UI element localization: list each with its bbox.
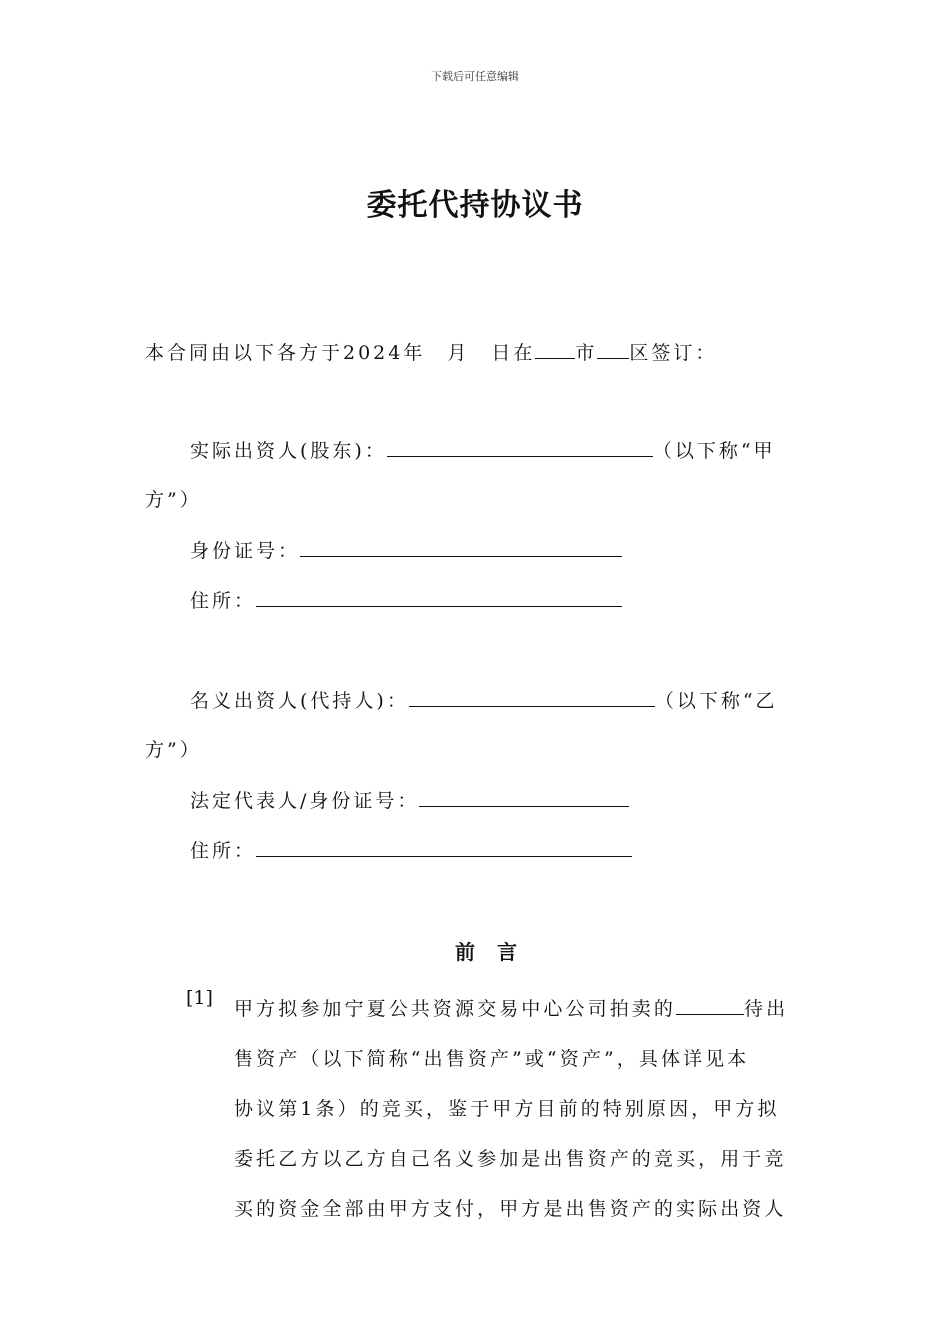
party-b-address-label: 住所：: [190, 840, 257, 862]
district-label: 区签订：: [629, 342, 718, 364]
preface-paragraph: [234, 984, 806, 1234]
district-blank[interactable]: [597, 340, 629, 359]
party-b-address-line: [190, 838, 632, 863]
party-b-alias-wrap: 方”）: [145, 739, 202, 761]
preface-line-1-tail: 待出: [744, 998, 789, 1020]
header-note: 下载后可任意编辑: [431, 70, 519, 83]
party-a-address-label: 住所：: [190, 590, 257, 612]
city-label: 市: [575, 342, 598, 364]
party-b-alias-suffix: （以下称“乙: [654, 690, 778, 712]
month-label: 月: [447, 342, 470, 364]
preface-line-1: [234, 984, 806, 1034]
party-a-address-line: [190, 588, 622, 613]
preface-line-2: 售资产（以下简称“出售资产”或“资产”，具体详见本: [234, 1048, 750, 1070]
preface-line-5: 买的资金全部由甲方支付，甲方是出售资产的实际出资人: [234, 1198, 787, 1220]
city-blank[interactable]: [535, 340, 575, 359]
party-a-id-label: 身份证号：: [190, 540, 301, 562]
asset-blank[interactable]: [676, 996, 744, 1015]
document-title: 委托代持协议书: [366, 188, 584, 223]
party-b-name-line: [190, 688, 778, 713]
party-b-rep-blank[interactable]: [419, 788, 629, 807]
party-a-alias-suffix: （以下称“甲: [652, 440, 776, 462]
party-b-name-label: 名义出资人(代持人)：: [190, 690, 409, 712]
party-a-name-blank[interactable]: [387, 438, 653, 457]
party-b-rep-line: [190, 788, 629, 813]
party-a-name-line: [190, 438, 776, 463]
opening-prefix: 本合同由以下各方于2024年: [145, 342, 426, 364]
preface-line-4: 委托乙方以乙方自己名义参加是出售资产的竞买，用于竞: [234, 1148, 787, 1170]
party-b-address-blank[interactable]: [256, 838, 632, 857]
party-a-alias-wrap: 方”）: [145, 489, 202, 511]
opening-line: [145, 340, 717, 365]
party-a-id-line: [190, 538, 622, 563]
preface-line-1-text: 甲方拟参加宁夏公共资源交易中心公司拍卖的: [234, 998, 677, 1020]
preface-heading: 前言: [455, 940, 539, 964]
party-a-address-blank[interactable]: [256, 588, 622, 607]
clause-number: [1]: [186, 987, 213, 1009]
party-a-name-label: 实际出资人(股东)：: [190, 440, 387, 462]
day-label: 日在: [491, 342, 536, 364]
party-b-rep-label: 法定代表人/身份证号：: [190, 790, 420, 812]
party-b-name-blank[interactable]: [409, 688, 655, 707]
party-a-id-blank[interactable]: [300, 538, 622, 557]
preface-line-3: 协议第1条）的竞买，鉴于甲方目前的特别原因，甲方拟: [234, 1098, 780, 1120]
